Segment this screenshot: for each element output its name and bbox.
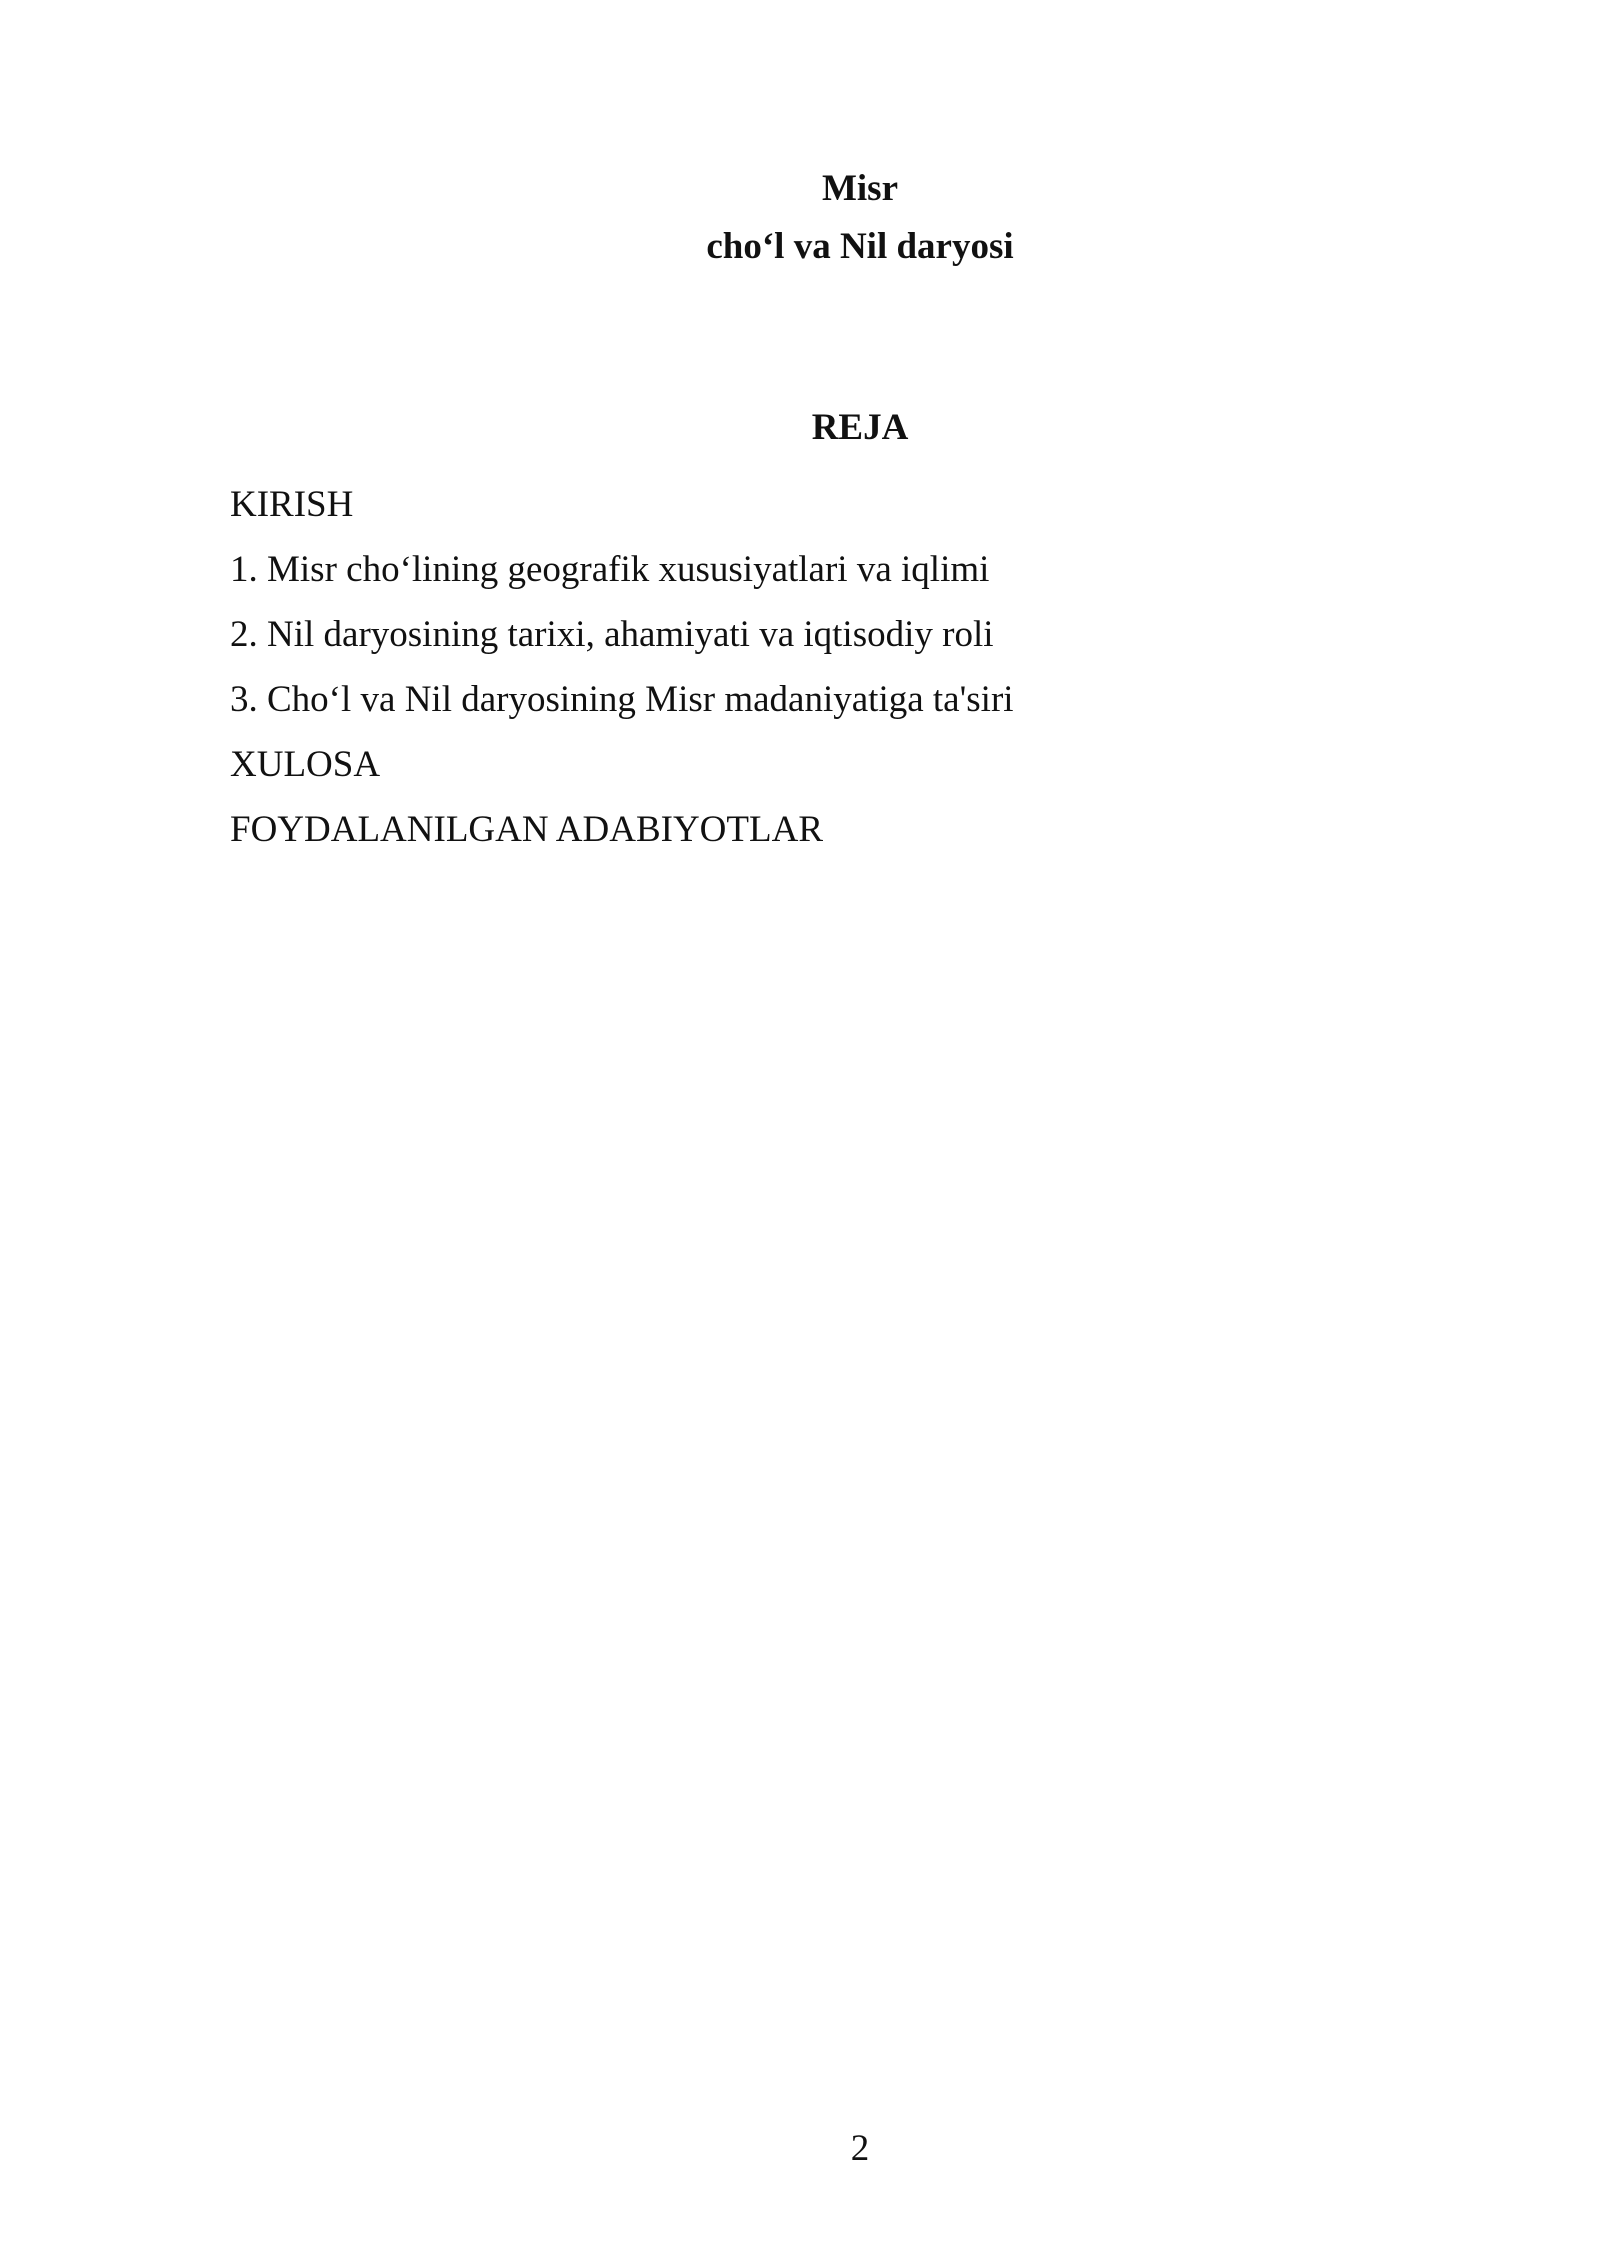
- plan-item-3: 3. Cho‘l va Nil daryosining Misr madaniyatiga ta'siri: [230, 679, 1014, 720]
- plan-item-1: 1. Misr cho‘lining geografik xususiyatlari va iqlimi: [230, 549, 990, 590]
- plan-heading: REJA: [811, 407, 909, 448]
- document-title: [0, 160, 1600, 276]
- plan-item-references: FOYDALANILGAN ADABIYOTLAR: [230, 809, 823, 850]
- plan-item-conclusion: XULOSA: [230, 744, 381, 785]
- plan-item-2: 2. Nil daryosining tarixi, ahamiyati va iqtisodiy roli: [230, 614, 994, 655]
- page-number: 2: [850, 2128, 870, 2169]
- title-line-2: cho‘l va Nil daryosi: [706, 226, 1014, 267]
- plan-list: [230, 472, 1014, 862]
- title-line-1: Misr: [821, 168, 899, 209]
- plan-item-introduction: KIRISH: [230, 484, 354, 525]
